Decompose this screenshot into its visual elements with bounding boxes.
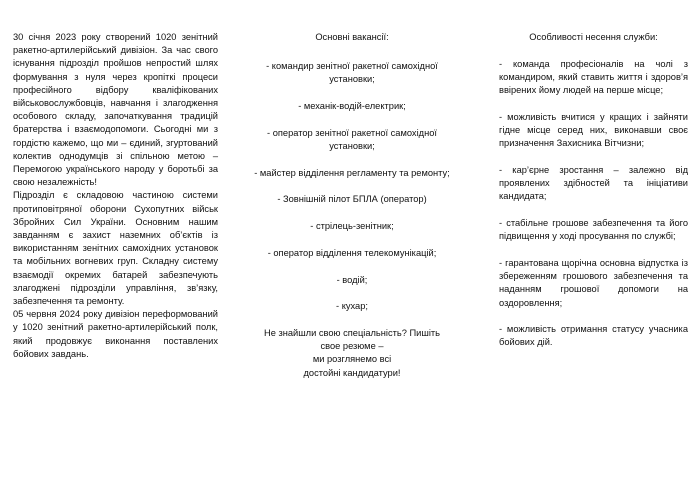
closing-line: Не знайшли свою спеціальність? Пишіть <box>264 327 440 338</box>
closing-line: свое резюме – <box>320 341 384 352</box>
vacancy-item: - Зовнішній пілот БПЛА (оператор) <box>277 194 427 205</box>
feature-item: - можливість вчитися у кращих і зайняти гідне місце серед них, виконавши своє призначення Захисника Вітчизни; <box>499 111 688 149</box>
vacancy-item: - оператор відділення телекомунікацій; <box>267 247 437 258</box>
feature-item: - можливість отримання статусу учасника бойових дій. <box>499 324 688 348</box>
closing-call-to-action <box>247 327 457 380</box>
vacancy-item: - механік-водій-електрик; <box>298 101 406 112</box>
service-features-column <box>499 31 688 363</box>
history-paragraph-3: 05 червня 2024 року дивізіон переформований у 1020 зенітний ракетно-артилерійський полк, який продовжує виконання поставлених бойових завдань. <box>13 309 218 359</box>
vacancy-item: - майстер відділення регламенту та ремонту; <box>254 167 450 178</box>
vacancies-column <box>247 31 457 380</box>
vacancy-item: - стрілець-зенітник; <box>310 221 394 232</box>
feature-item: - стабільне грошове забезпечення та його підвищення у ході просування по службі; <box>499 218 688 242</box>
history-column <box>13 31 218 361</box>
feature-item: - кар’єрне зростання – залежно від проявлених здібностей та ініціативи кандидата; <box>499 164 688 202</box>
vacancies-title: Основні вакансії: <box>315 32 389 42</box>
closing-line: ми розглянемо всі <box>312 354 392 365</box>
history-paragraph-1: 30 січня 2023 року створений 1020 зенітний ракетно-артилерійський дивізіон. За час свого існування підрозділ пройшов непростий шлях формування з нуля через кропіткі процеси професійного відбору кваліфікованих військовослужбовців, навчання і злагодження особового складу, започаткування традицій братерства і взаємодопомоги. Сьогодні ми з гордістю кажемо, що ми – єдиний, згуртований колектив однодумців зі спільною метою – Перемогою українського народу у боротьбі за свою незалежність! <box>13 32 218 188</box>
closing-line: достойні кандидатури! <box>303 367 401 378</box>
vacancy-item: - водій; <box>336 274 368 285</box>
vacancy-item: - кухар; <box>336 301 368 312</box>
feature-item: - команда професіоналів на чолі з командиром, який ставить життя і здоров’я ввірених йому людей на перше місце; <box>499 58 688 96</box>
vacancy-item: - оператор зенітної ракетної самохідної установки; <box>267 127 437 152</box>
feature-item: - гарантована щорічна основна відпустка із збереженням грошового забезпечення та наданням грошової допомоги на оздоровлення; <box>499 257 688 308</box>
history-paragraph-2: Підрозділ є складовою частиною системи протиповітряної оборони Сухопутних військ Збройних Сил України. Основним нашим завданням є захист наземних об’єктів із використанням зенітних самохідних установок та мобільних вогневих груп. Складну систему взаємодії окремих батарей забезпечують злагоджені підрозділи управління, зв’язку, забезпечення та ремонту. <box>13 190 218 307</box>
features-title: Особливості несення служби: <box>529 32 658 42</box>
vacancy-item: - командир зенітної ракетної самохідної установки; <box>266 61 438 85</box>
